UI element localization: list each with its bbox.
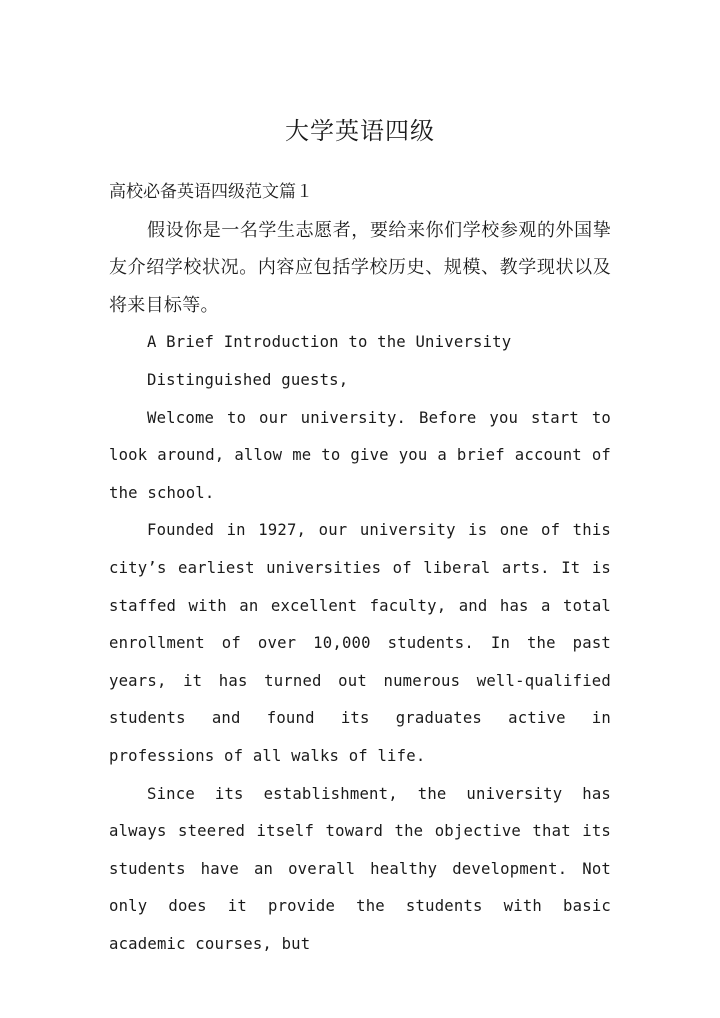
salutation: Distinguished guests, <box>147 370 349 389</box>
welcome-paragraph: Welcome to our university. Before you start to look around, allow me to give you a brief account of the school. <box>109 408 611 502</box>
section-heading: 高校必备英语四级范文篇１ <box>109 182 313 202</box>
document-body <box>109 174 611 963</box>
task-prompt-paragraph: 假设你是一名学生志愿者，要给来你们学校参观的外国挚友介绍学校状况。内容应包括学校历史、规模、教学现状以及将来目标等。 <box>109 219 611 316</box>
history-paragraph: Founded in 1927, our university is one of this city’s earliest universities of liberal arts. It is staffed with an excellent faculty, and has a total enrollment of over 10,000 students. In the past years, it has turned out numerous well-qualified students and found its graduates active in professions of all walks of life. <box>109 521 611 765</box>
objective-paragraph: Since its establishment, the university has always steered itself toward the objective that its students have an overall healthy development. Not only does it provide the students with basic academic courses, but <box>109 784 611 953</box>
essay-title: A Brief Introduction to the University <box>147 333 512 352</box>
document-title: 大学英语四级 <box>285 117 435 145</box>
